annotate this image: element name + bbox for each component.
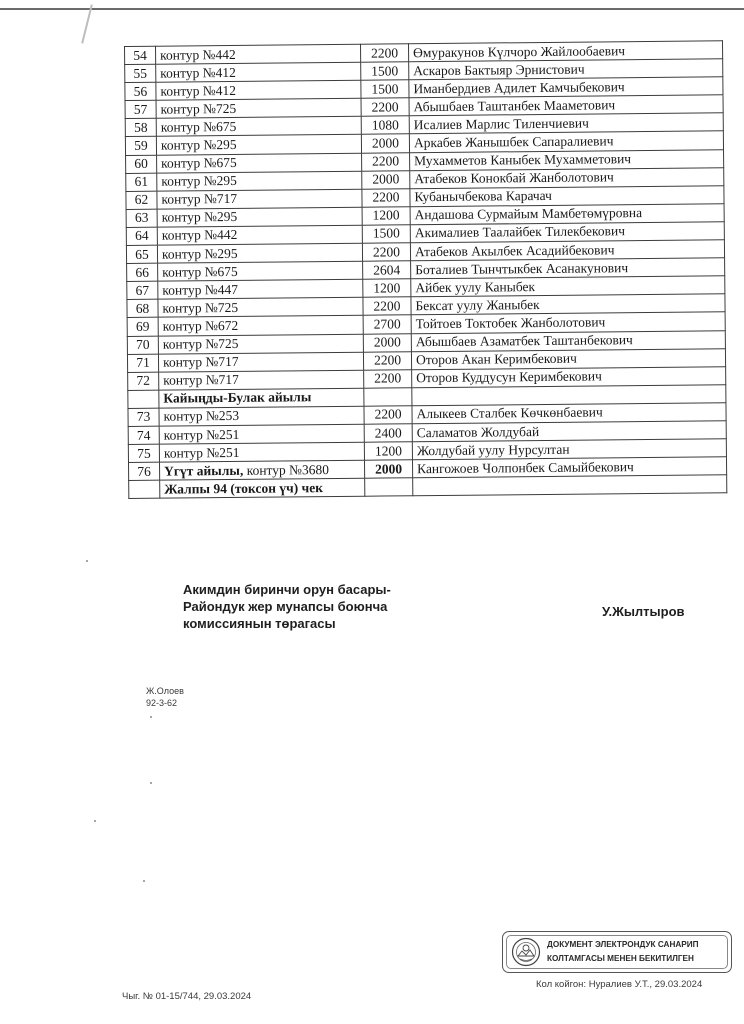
row-number: 59 bbox=[125, 137, 156, 155]
person-name: Абышбаев Таштанбек Мааметович bbox=[409, 95, 723, 116]
person-name: Аркабев Жанышбек Сапаралиевич bbox=[409, 131, 723, 152]
plot-cell: контур №442 bbox=[157, 225, 362, 245]
row-number: 64 bbox=[126, 227, 157, 245]
person-name: Иманбердиев Адилет Камчыбекович bbox=[409, 77, 723, 98]
e-signature-stamp bbox=[502, 931, 732, 973]
row-number: 63 bbox=[126, 209, 157, 227]
plot-cell: контур №442 bbox=[156, 44, 361, 64]
plot-cell: Кайыңды-Булак айылы bbox=[159, 388, 364, 408]
row-number: 62 bbox=[126, 191, 157, 209]
row-number bbox=[129, 480, 160, 498]
signature-title bbox=[183, 581, 391, 632]
plot-cell: контур №717 bbox=[157, 189, 362, 209]
row-number: 65 bbox=[126, 245, 157, 263]
row-number: 54 bbox=[125, 46, 156, 64]
signature-title-line3: комиссиянын төрагасы bbox=[183, 616, 336, 631]
person-name: Аскаров Бактыяр Эрнистович bbox=[409, 59, 723, 80]
scan-dot bbox=[143, 880, 145, 882]
plot-contour: контур №3680 bbox=[243, 461, 330, 478]
table-body bbox=[125, 41, 727, 499]
person-name: Өмуракунов Күлчоро Жайлообаевич bbox=[408, 41, 722, 62]
person-name: Кангожоев Чолпонбек Самыйбекович bbox=[412, 457, 726, 478]
plot-cell: контур №675 bbox=[156, 117, 361, 137]
plot-cell: контур №717 bbox=[158, 352, 363, 372]
area-cell: 1200 bbox=[362, 207, 410, 226]
row-number: 76 bbox=[128, 462, 159, 480]
scan-mark bbox=[81, 4, 93, 43]
area-cell: 2000 bbox=[363, 333, 411, 352]
plot-cell: контур №412 bbox=[156, 80, 361, 100]
plot-cell: контур №295 bbox=[156, 135, 361, 155]
row-number: 56 bbox=[125, 82, 156, 100]
scan-dot bbox=[150, 716, 152, 718]
person-name: Алыкеев Сталбек Көчкөнбаевич bbox=[412, 403, 726, 424]
plot-cell: контур №717 bbox=[159, 370, 364, 390]
row-number bbox=[128, 390, 159, 408]
executor-info bbox=[146, 685, 184, 709]
row-number: 61 bbox=[126, 173, 157, 191]
area-cell: 2400 bbox=[364, 424, 412, 443]
land-allocation-table bbox=[124, 40, 727, 499]
row-number: 57 bbox=[125, 100, 156, 118]
plot-cell: контур №447 bbox=[158, 279, 363, 299]
area-cell: 2000 bbox=[362, 170, 410, 189]
row-number: 70 bbox=[127, 336, 158, 354]
row-number: 55 bbox=[125, 64, 156, 82]
plot-cell: контур №295 bbox=[157, 207, 362, 227]
village-name: Үгүт айылы, bbox=[164, 462, 244, 479]
area-cell: 2000 bbox=[364, 460, 412, 479]
executor-phone: 92-3-62 bbox=[146, 698, 178, 708]
person-name: Кубанычбекова Карачач bbox=[410, 185, 724, 206]
outgoing-number: Чыг. № 01-15/744, 29.03.2024 bbox=[122, 991, 252, 1002]
person-name: Оторов Акан Керимбекович bbox=[411, 348, 725, 369]
person-name: Мухамметов Каныбек Мухамметович bbox=[410, 149, 724, 170]
plot-cell: контур №725 bbox=[156, 99, 361, 119]
executor-name: Ж.Олоев bbox=[146, 686, 184, 696]
signer-name: У.Жылтыров bbox=[602, 604, 685, 619]
person-name: Бексат уулу Жаныбек bbox=[411, 294, 725, 315]
plot-cell: контур №675 bbox=[158, 261, 363, 281]
person-name: Атабеков Конокбай Жанболотович bbox=[410, 167, 724, 188]
person-name: Тойтоев Токтобек Жанболотович bbox=[411, 312, 725, 333]
area-cell: 2200 bbox=[364, 406, 412, 425]
stamp-text-line2: КОЛТАМГАСЫ МЕНЕН БЕКИТИЛГЕН bbox=[547, 954, 694, 963]
scan-dot bbox=[94, 820, 96, 822]
area-cell: 2200 bbox=[363, 351, 411, 370]
row-number: 75 bbox=[128, 444, 159, 462]
signed-by: Кол койгон: Нуралиев У.Т., 29.03.2024 bbox=[536, 979, 703, 990]
area-cell: 2200 bbox=[360, 44, 408, 63]
row-number: 68 bbox=[127, 299, 158, 317]
plot-cell: контур №251 bbox=[159, 442, 364, 462]
person-name: Акималиев Таалайбек Тилекбекович bbox=[410, 222, 724, 243]
area-cell: 2200 bbox=[362, 243, 410, 262]
scan-dot bbox=[86, 560, 88, 562]
area-cell: 1500 bbox=[361, 80, 409, 99]
area-cell bbox=[365, 478, 413, 497]
plot-cell: контур №251 bbox=[159, 424, 364, 444]
row-number: 60 bbox=[126, 155, 157, 173]
plot-cell: контур №412 bbox=[156, 62, 361, 82]
signature-title-line1: Акимдин биринчи орун басары- bbox=[183, 582, 391, 597]
area-cell: 2200 bbox=[362, 189, 410, 208]
plot-cell: Жалпы 94 (токсон үч) чек bbox=[160, 478, 365, 498]
plot-cell: контур №672 bbox=[158, 316, 363, 336]
area-cell: 2200 bbox=[363, 297, 411, 316]
area-cell: 2200 bbox=[364, 369, 412, 388]
area-cell: 2604 bbox=[363, 261, 411, 280]
row-number: 67 bbox=[127, 281, 158, 299]
person-name: Атабеков Акылбек Асадийбекович bbox=[410, 240, 724, 261]
area-cell: 2200 bbox=[361, 98, 409, 117]
row-number: 69 bbox=[127, 318, 158, 336]
person-name bbox=[413, 475, 727, 496]
row-number: 72 bbox=[128, 372, 159, 390]
stamp-text-line1: ДОКУМЕНТ ЭЛЕКТРОНДУК САНАРИП bbox=[547, 940, 699, 949]
area-cell: 1500 bbox=[362, 225, 410, 244]
person-name: Жолдубай уулу Нурсултан bbox=[412, 439, 726, 460]
row-number: 74 bbox=[128, 426, 159, 444]
area-cell bbox=[364, 388, 412, 407]
scan-dot bbox=[150, 782, 152, 784]
person-name: Боталиев Тынчтыкбек Асанакунович bbox=[411, 258, 725, 279]
row-number: 66 bbox=[127, 263, 158, 281]
plot-cell: контур №295 bbox=[157, 171, 362, 191]
plot-cell bbox=[159, 460, 364, 480]
person-name: Айбек уулу Каныбек bbox=[411, 276, 725, 297]
area-cell: 1200 bbox=[363, 279, 411, 298]
area-cell: 2200 bbox=[362, 152, 410, 171]
row-number: 71 bbox=[127, 354, 158, 372]
person-name: Абышбаев Азаматбек Таштанбекович bbox=[411, 330, 725, 351]
row-number: 73 bbox=[128, 408, 159, 426]
area-cell: 2000 bbox=[361, 134, 409, 153]
area-cell: 1500 bbox=[361, 62, 409, 81]
person-name: Саламатов Жолдубай bbox=[412, 421, 726, 442]
person-name: Андашова Сурмайым Мамбетөмүровна bbox=[410, 204, 724, 225]
area-cell: 2700 bbox=[363, 315, 411, 334]
row-number: 58 bbox=[125, 119, 156, 137]
scan-top-edge bbox=[0, 8, 744, 10]
plot-cell: контур №675 bbox=[157, 153, 362, 173]
area-cell: 1200 bbox=[364, 442, 412, 461]
plot-cell: контур №295 bbox=[157, 243, 362, 263]
plot-cell: контур №253 bbox=[159, 406, 364, 426]
signature-title-line2: Райондук жер мунапсы боюнча bbox=[183, 599, 388, 614]
state-emblem-icon bbox=[511, 937, 541, 967]
person-name: Оторов Куддусун Керимбекович bbox=[412, 366, 726, 387]
plot-cell: контур №725 bbox=[158, 334, 363, 354]
plot-cell: контур №725 bbox=[158, 298, 363, 318]
person-name: Исалиев Марлис Тиленчиевич bbox=[409, 113, 723, 134]
area-cell: 1080 bbox=[361, 116, 409, 135]
